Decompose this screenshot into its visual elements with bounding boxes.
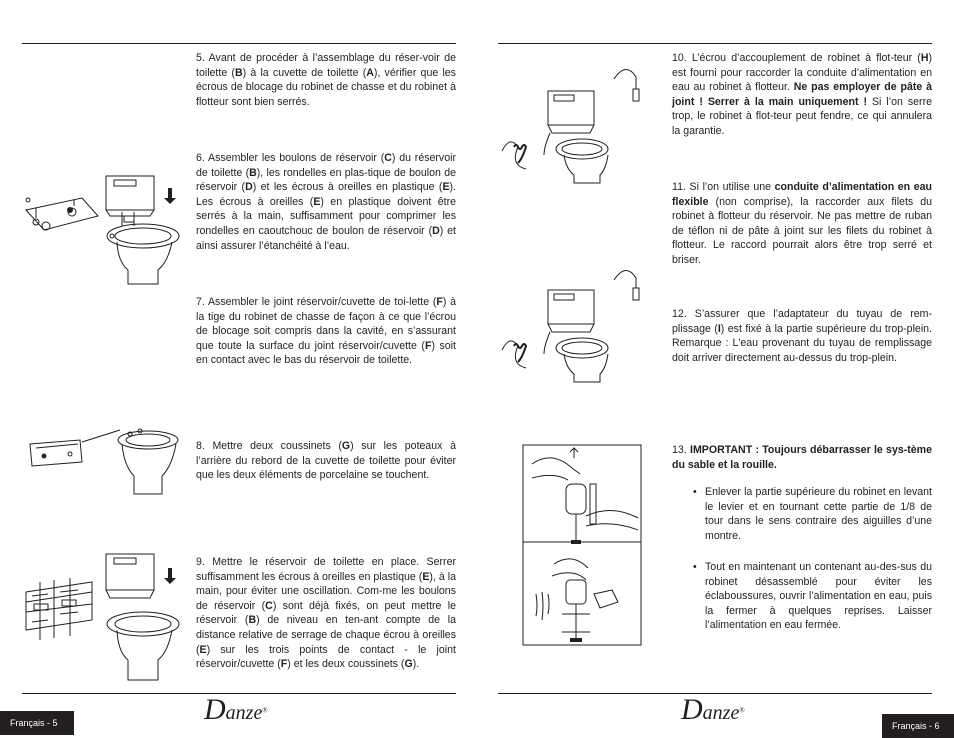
left-page-number: Français - 5 [0, 711, 74, 735]
step-6-text: 6. Assembler les boulons de réservoir (C) du réservoir de toilette (B), les rondelles en plas-tique de boulon de réservoir (D) et les écrous à oreilles en plastique (E). Les écrous à oreilles (E) en plastique doivent être serrés à la main, suffisamment pour comprimer les rondelles en caoutchouc de boulon de réservoir (D) et ainsi assurer l’étanchéité à l’eau. [196, 152, 456, 252]
left-danze-logo: Danze® [204, 693, 268, 726]
right-top-rule [498, 43, 932, 44]
step-12-fill-tube-illustration [496, 258, 666, 388]
step-12-text: 12. S’assurer que l’adaptateur du tuyau de rem-plissage (I) est fixé à la partie supérieure du trop-plein. Remarque : L'eau provenant du tuyau de remplissage doit arriver directement au-dessus du trop-plein. [672, 308, 933, 364]
left-top-rule [22, 43, 456, 44]
step-10-text: 10. L’écrou d’accouplement de robinet à flot-teur (H) est fourni pour raccorder la conduite d’alimentation en eau au robinet à flotteur. Ne pas employer de pâte à joint ! Serrer à la main uniquement ! Si l’on serre trop, le robinet à flot-teur peut fendre, ce qui annulera la garantie. [672, 52, 932, 137]
step-5-text: 5. Avant de procéder à l’assemblage du réser-voir de toilette (B) à la cuvette de toilette (A), vérifier que les écrous de blocage du robinet de chasse et du robinet à flotteur sont bien serrés. [196, 52, 456, 108]
step-8-bowl-cushion-illustration [22, 422, 187, 502]
step-9-text: 9. Mettre le réservoir de toilette en place. Serrer suffisamment les écrous à oreilles en plastique (E), à la main, pour éviter une oscillation. Com-me les boulons de réservoir (C) sont déjà fixés, on peut mettre le réservoir (B) de niveau en ten-ant compte de la distance relative de serrage de chaque écrou à oreilles (E) sur les trois points de contact - le joint réservoir/cuvette (F) et les deux coussinets (G). [196, 556, 456, 671]
step-13-bullet-2: • Tout en maintenant un contenant au-des-sus du robinet désassemblé pour éviter les éclaboussures, ouvrir l’alimentation en eau, puis la fermer à quelques reprises. Laisser l’alimentation en eau fermée. [693, 561, 932, 632]
right-page-number: Français - 6 [882, 714, 954, 738]
step-6-tank-bolt-illustration [22, 172, 187, 290]
step-10-supply-connection-illustration [496, 55, 666, 185]
step-13-valve-flush-illustration [522, 444, 642, 646]
step-11-text: 11. Si l’on utilise une conduite d’alimentation en eau flexible (non comprise), la raccorder aux filets du robinet à flotteur du réservoir. Ne pas mettre de ruban de téflon ni de pâte à joint sur les filets du robinet à flotteur. Le raccord pourrait alors être trop serré et briser. [672, 181, 932, 266]
step-13-bullet-1: • Enlever la partie supérieure du robinet en levant le levier et en tournant cette partie de 1/8 de tour dans le sens contraire des aiguilles d’une montre. [693, 486, 932, 542]
step-7-text: 7. Assembler le joint réservoir/cuvette de toi-lette (F) à la tige du robinet de chasse de façon à ce que l’écrou de blocage soit compris dans la cavité, en s’assurant que toute la surface du joint réservoir/cuvette (F) soit en contact avec le bas du réservoir de toilette. [196, 296, 456, 367]
right-danze-logo: Danze® [681, 693, 745, 726]
step-13-text: 13. IMPORTANT : Toujours débarrasser le sys-tème du sable et la rouille. [672, 444, 932, 471]
step-9-tank-installed-illustration [22, 552, 187, 688]
step-8-text: 8. Mettre deux coussinets (G) sur les poteaux à l’arrière du rebord de la cuvette de toilette pour éviter que les deux éléments de porcelaine se touchent. [196, 440, 456, 482]
